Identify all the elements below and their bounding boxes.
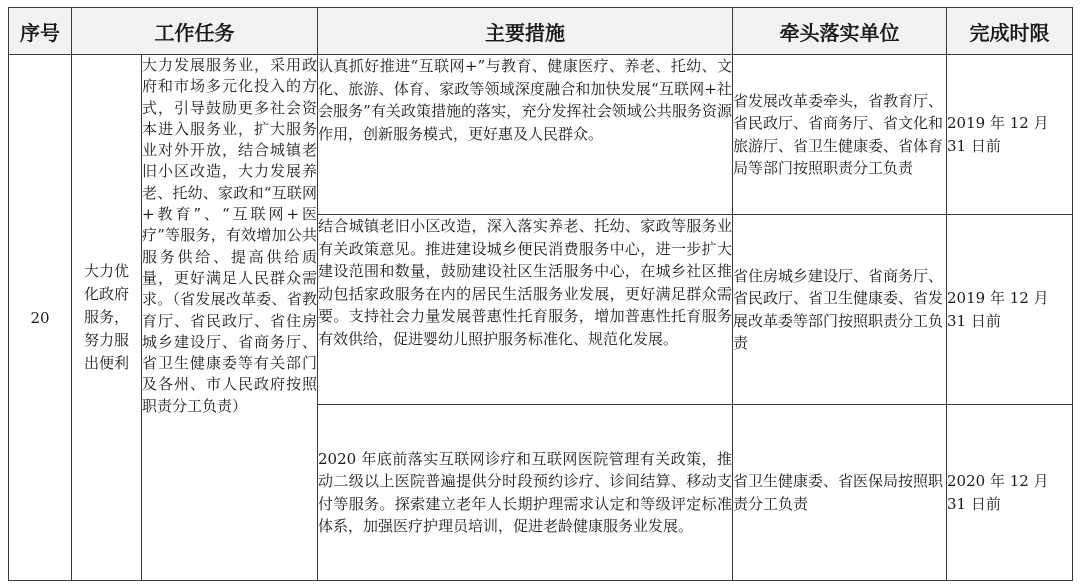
deadline-cell: 2019 年 12 月 31 日前 bbox=[947, 215, 1073, 405]
measure-cell: 认真抓好推进“互联网+”与教育、健康医疗、养老、托幼、文化、旅游、体育、家政等领域深度融合和加快发展“互联网+社会服务”有关政策措施的落实，充分发挥社会领域公共服务资源作用，创新服务模式，更好惠及人民群众。 bbox=[318, 55, 733, 215]
category-line: 服务， bbox=[83, 308, 129, 326]
category-line: 出便利 bbox=[83, 354, 129, 372]
category-line: 大力优 bbox=[83, 262, 129, 280]
header-row bbox=[9, 8, 1073, 55]
header-measures: 主要措施 bbox=[318, 8, 733, 55]
deadline-cell: 2020 年 12 月 31 日前 bbox=[947, 405, 1073, 581]
header-task: 工作任务 bbox=[72, 8, 318, 55]
policy-table bbox=[8, 7, 1073, 581]
unit-cell: 省卫生健康委、省医保局按照职责分工负责 bbox=[733, 405, 947, 581]
category-line: 化政府 bbox=[83, 285, 129, 303]
category-line: 努力服 bbox=[83, 331, 129, 349]
row-seq: 20 bbox=[9, 55, 72, 581]
table-row bbox=[9, 55, 1073, 215]
unit-cell: 省住房城乡建设厅、省商务厅、省民政厅、省卫生健康委、省发展改革委等部门按照职责分工负责 bbox=[733, 215, 947, 405]
header-seq: 序号 bbox=[9, 8, 72, 55]
deadline-cell: 2019 年 12 月 31 日前 bbox=[947, 55, 1073, 215]
unit-cell: 省发展改革委牵头，省教育厅、省民政厅、省商务厅、省文化和旅游厅、省卫生健康委、省体育局等部门按照职责分工负责 bbox=[733, 55, 947, 215]
header-deadline: 完成时限 bbox=[947, 8, 1073, 55]
header-unit: 牵头落实单位 bbox=[733, 8, 947, 55]
measure-cell: 2020 年底前落实互联网诊疗和互联网医院管理有关政策，推动二级以上医院普遍提供分时段预约诊疗、诊间结算、移动支付等服务。探索建立老年人长期护理需求认定和等级评定标准体系，加强医疗护理员培训，促进老龄健康服务业发展。 bbox=[318, 405, 733, 581]
measure-cell: 结合城镇老旧小区改造，深入落实养老、托幼、家政等服务业有关政策意见。推进建设城乡便民消费服务中心，进一步扩大建设范围和数量，鼓励建设社区生活服务中心，在城乡社区推动包括家政服务在内的居民生活服务业发展，更好满足群众需要。支持社会力量发展普惠性托育服务，增加普惠性托育服务有效供给，促进婴幼儿照护服务标准化、规范化发展。 bbox=[318, 215, 733, 405]
row-task: 大力发展服务业，采用政府和市场多元化投入的方式，引导鼓励更多社会资本进入服务业，扩大服务业对外开放，结合城镇老旧小区改造，大力发展养老、托幼、家政和“互联网+教育”、“互联网+医疗”等服务，有效增加公共服务供给、提高供给质量，更好满足人民群众需求。（省发展改革委、省教育厅、省民政厅、省住房城乡建设厅、省商务厅、省卫生健康委等有关部门及各州、市人民政府按照职责分工负责） bbox=[142, 55, 318, 581]
row-category bbox=[72, 55, 142, 581]
